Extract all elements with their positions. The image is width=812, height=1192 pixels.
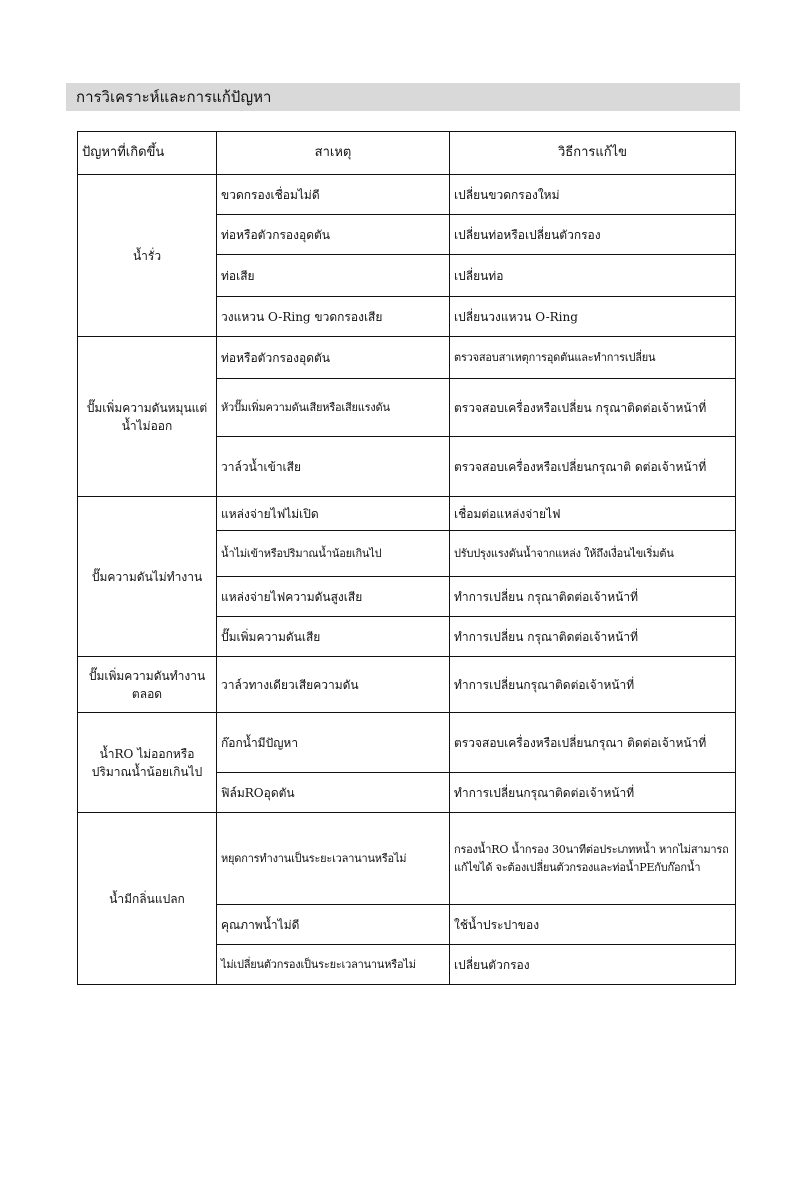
cause-cell: ขวดกรองเชื่อมไม่ดี — [217, 175, 450, 215]
problem-cell: น้ำรั่ว — [78, 175, 217, 337]
solution-cell: ทำการเปลี่ยนกรุณาติดต่อเจ้าหน้าที่ — [450, 657, 736, 713]
section-header-bar — [66, 83, 740, 111]
table-row — [78, 657, 736, 713]
solution-cell: ตรวจสอบสาเหตุการอุดตันและทำการเปลี่ยน — [450, 337, 736, 379]
cause-cell: ท่อหรือตัวกรองอุดตัน — [217, 215, 450, 255]
solution-cell: เปลี่ยนขวดกรองใหม่ — [450, 175, 736, 215]
solution-cell: ทำการเปลี่ยนกรุณาติดต่อเจ้าหน้าที่ — [450, 773, 736, 813]
cause-cell: ท่อเสีย — [217, 255, 450, 297]
solution-cell: ทำการเปลี่ยน กรุณาติดต่อเจ้าหน้าที่ — [450, 577, 736, 617]
column-header-problem: ปัญหาที่เกิดขึ้น — [78, 132, 217, 175]
problem-cell: น้ำRO ไม่ออกหรือ ปริมาณน้ำน้อยเกินไป — [78, 713, 217, 813]
troubleshooting-table — [77, 131, 736, 985]
table-row — [78, 175, 736, 215]
column-header-cause: สาเหตุ — [217, 132, 450, 175]
cause-cell: วาล์วทางเดียวเสียความดัน — [217, 657, 450, 713]
solution-cell: ตรวจสอบเครื่องหรือเปลี่ยน กรุณาติดต่อเจ้าหน้าที่ — [450, 379, 736, 437]
cause-cell: วงแหวน O-Ring ขวดกรองเสีย — [217, 297, 450, 337]
solution-cell: เชื่อมต่อแหล่งจ่ายไฟ — [450, 497, 736, 531]
table-row — [78, 497, 736, 531]
column-header-solution: วิธีการแก้ไข — [450, 132, 736, 175]
cause-cell: ไม่เปลี่ยนตัวกรองเป็นระยะเวลานานหรือไม่ — [217, 945, 450, 985]
cause-cell: ก๊อกน้ำมีปัญหา — [217, 713, 450, 773]
cause-cell: วาล์วน้ำเข้าเสีย — [217, 437, 450, 497]
problem-cell: ปั๊มเพิ่มความดันทำงาน ตลอด — [78, 657, 217, 713]
cause-cell: ปั๊มเพิ่มความดันเสีย — [217, 617, 450, 657]
cause-cell: คุณภาพน้ำไม่ดี — [217, 905, 450, 945]
section-title: การวิเคราะห์และการแก้ปัญหา — [76, 88, 272, 106]
table-row — [78, 713, 736, 773]
cause-cell: ท่อหรือตัวกรองอุดตัน — [217, 337, 450, 379]
solution-cell: ทำการเปลี่ยน กรุณาติดต่อเจ้าหน้าที่ — [450, 617, 736, 657]
solution-cell: เปลี่ยนท่อหรือเปลี่ยนตัวกรอง — [450, 215, 736, 255]
solution-cell: ตรวจสอบเครื่องหรือเปลี่ยนกรุณา ติดต่อเจ้าหน้าที่ — [450, 713, 736, 773]
cause-cell: แหล่งจ่ายไฟความดันสูงเสีย — [217, 577, 450, 617]
solution-cell: กรองน้ำRO น้ำกรอง 30นาทีต่อประเภทหน้ำ หากไม่สามารถแก้ไขได้ จะต้องเปลี่ยนตัวกรองและท่อน้ำPEกับก๊อกน้ำ — [450, 813, 736, 905]
cause-cell: แหล่งจ่ายไฟไม่เปิด — [217, 497, 450, 531]
table-row — [78, 337, 736, 379]
solution-cell: ใช้น้ำประปาของ — [450, 905, 736, 945]
solution-cell: เปลี่ยนท่อ — [450, 255, 736, 297]
solution-cell: เปลี่ยนวงแหวน O-Ring — [450, 297, 736, 337]
table-header-row — [78, 132, 736, 175]
problem-cell: ปั๊มความดันไม่ทำงาน — [78, 497, 217, 657]
table-row — [78, 813, 736, 905]
solution-cell: เปลี่ยนตัวกรอง — [450, 945, 736, 985]
solution-cell: ปรับปรุงแรงดันน้ำจากแหล่ง ให้ถึงเงื่อนไขเริ่มต้น — [450, 531, 736, 577]
solution-cell: ตรวจสอบเครื่องหรือเปลี่ยนกรุณาติ ดต่อเจ้าหน้าที่ — [450, 437, 736, 497]
problem-cell: น้ำมีกลิ่นแปลก — [78, 813, 217, 985]
cause-cell: ฟิล์มROอุดตัน — [217, 773, 450, 813]
cause-cell: หัวปั๊มเพิ่มความดันเสียหรือเสียแรงดัน — [217, 379, 450, 437]
problem-cell: ปั๊มเพิ่มความดันหมุนแต่ น้ำไม่ออก — [78, 337, 217, 497]
cause-cell: น้ำไม่เข้าหรือปริมาณน้ำน้อยเกินไป — [217, 531, 450, 577]
cause-cell: หยุดการทำงานเป็นระยะเวลานานหรือไม่ — [217, 813, 450, 905]
